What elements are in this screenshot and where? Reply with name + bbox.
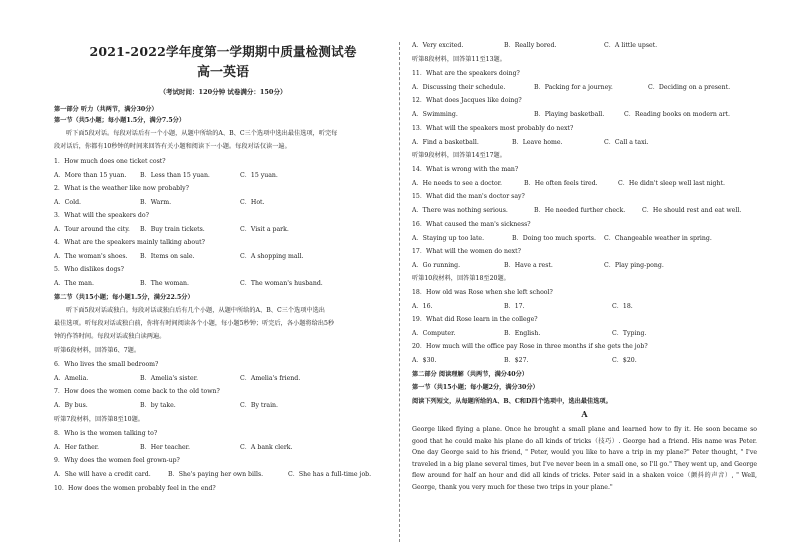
- q3-option-c[interactable]: C．Visit a park.: [240, 226, 289, 233]
- question-9: 9．Why does the women feel grown-up?: [54, 457, 180, 464]
- q9-option-b[interactable]: B．She's paying her own bills.: [168, 471, 264, 478]
- material-6-heading: 听第6段材料，回答第6、7题。: [54, 347, 141, 354]
- question-6: 6．Who lives the small bedroom?: [54, 361, 159, 368]
- passage-a-label: A: [581, 409, 588, 419]
- question-5: 5．Who dislikes dogs?: [54, 266, 124, 273]
- q1-option-c[interactable]: C．15 yuan.: [240, 172, 278, 179]
- page-title: 2021-2022学年度第一学期期中质量检测试卷: [89, 44, 357, 59]
- question-2: 2．What is the weather like now probably?: [54, 185, 189, 192]
- q10-option-a[interactable]: A．Very excited.: [412, 42, 464, 49]
- sec2-instruction-line2: 最佳选项。听每段对话或独白前，你将有时间阅读各个小题，每小题5秒钟；听完后，各小题将给出5秒: [54, 320, 335, 327]
- q8-option-c[interactable]: C．A bank clerk.: [240, 444, 293, 451]
- question-14: 14．What is wrong with the man?: [412, 166, 519, 173]
- q9-option-c[interactable]: C．She has a full-time job.: [288, 471, 372, 478]
- q7-option-a[interactable]: A．By bus.: [54, 402, 88, 409]
- question-20: 20．How much will the office pay Rose in three months if she gets the job?: [412, 343, 648, 350]
- material-7-heading: 听第7段材料，回答第8至10题。: [54, 416, 144, 423]
- q12-option-c[interactable]: C．Reading books on modern art.: [624, 111, 730, 118]
- q9-option-a[interactable]: A．She will have a credit card.: [54, 471, 151, 478]
- exam-info: （考试时间：120分钟 试卷满分：150分）: [159, 88, 287, 96]
- q4-option-c[interactable]: C．A shopping mall.: [240, 253, 304, 260]
- q15-option-c[interactable]: C．He should rest and eat well.: [642, 207, 742, 214]
- question-10: 10．How does the women probably feel in the end?: [54, 485, 216, 492]
- q6-option-b[interactable]: B．Amelia's sister.: [140, 375, 198, 382]
- q2-option-b[interactable]: B．Warm.: [140, 199, 172, 206]
- question-18: 18．How old was Rose when she left school?: [412, 289, 553, 296]
- q4-option-b[interactable]: B．Items on sale.: [140, 253, 195, 260]
- q15-option-b[interactable]: B．He needed further check.: [534, 207, 626, 214]
- q6-option-c[interactable]: C．Amelia's friend.: [240, 375, 301, 382]
- question-17: 17．What will the women do next?: [412, 248, 521, 255]
- question-16: 16．What caused the man's sickness?: [412, 221, 531, 228]
- q16-option-b[interactable]: B．Doing too much sports.: [512, 235, 596, 242]
- q8-option-b[interactable]: B．Her teacher.: [140, 444, 190, 451]
- question-13: 13．What will the speakers most probably do next?: [412, 125, 574, 132]
- q19-option-c[interactable]: C．Typing.: [612, 330, 647, 337]
- sec1-instruction-line1: 听下面5段对话。每段对话后有一个小题，从题中所给的A、B、C三个选项中选出最佳选项，听完每: [66, 130, 338, 137]
- q11-option-c[interactable]: C．Deciding on a present.: [648, 84, 731, 91]
- q3-option-a[interactable]: A．Tour around the city.: [54, 226, 130, 233]
- q14-option-a[interactable]: A．He needs to see a doctor.: [412, 180, 502, 187]
- q10-option-c[interactable]: C．A little upset.: [604, 42, 658, 49]
- q20-option-b[interactable]: B．$27.: [504, 357, 529, 364]
- q14-option-b[interactable]: B．He often feels tired.: [524, 180, 598, 187]
- q17-option-b[interactable]: B．Have a rest.: [504, 262, 553, 269]
- q5-option-c[interactable]: C．The woman's husband.: [240, 280, 323, 287]
- question-4: 4．What are the speakers mainly talking about?: [54, 239, 205, 246]
- sec2-instruction-line3: 钟的作答时间。每段对话或独白读两遍。: [54, 333, 166, 340]
- q1-option-b[interactable]: B．Less than 15 yuan.: [140, 172, 210, 179]
- q18-option-b[interactable]: B．17.: [504, 303, 525, 310]
- q19-option-b[interactable]: B．English.: [504, 330, 541, 337]
- passage-a-text: George liked flying a plane. Once he brought a small plane and learned how to fly it. He soon became so good that he could make his plane do all kinds of tricks（技巧）. George had a friend. His name was Peter. One day George said to his friend, " Peter, would you like to have a trip in my plane?" Peter thought, " I've traveled in a big plane several times, but I've never been in a small one, so I'll go." They went up, and George flew around for half an hour and did all kinds of tricks. Peter said in a shaken voice（颤抖的声音）, " Well, George, thank you very much for these two trips in your plane.": [412, 426, 757, 491]
- page-subtitle: 高一英语: [196, 65, 249, 80]
- q17-option-a[interactable]: A．Go running.: [412, 262, 461, 269]
- question-3: 3．What will the speakers do?: [54, 212, 149, 219]
- q13-option-b[interactable]: B．Leave home.: [512, 139, 563, 146]
- q11-option-b[interactable]: B．Packing for a journey.: [534, 84, 613, 91]
- q12-option-a[interactable]: A．Swimming.: [412, 111, 458, 118]
- q17-option-c[interactable]: C．Play ping-pong.: [604, 262, 664, 269]
- q18-option-a[interactable]: A．16.: [412, 303, 433, 310]
- q2-option-c[interactable]: C．Hot.: [240, 199, 265, 206]
- q20-option-a[interactable]: A．$30.: [412, 357, 437, 364]
- q6-option-a[interactable]: A．Amelia.: [54, 375, 89, 382]
- q5-option-a[interactable]: A．The man.: [54, 280, 94, 287]
- material-9-heading: 听第9段材料，回答第14至17题。: [412, 152, 506, 159]
- sec2-heading: 第二节（共15小题；每小题1.5分，满分22.5分）: [54, 294, 194, 301]
- question-7: 7．How does the women come back to the old town?: [54, 388, 220, 395]
- q10-option-b[interactable]: B．Really bored.: [504, 42, 557, 49]
- part1-heading: 第一部分 听力（共两节，满分30分）: [54, 106, 158, 113]
- sec2-instruction-line1: 听下面5段对话或独白。每段对话或独白后有几个小题，从题中所给的A、B、C三个选项中选出: [66, 307, 325, 314]
- question-12: 12．What does Jacques like doing?: [412, 97, 522, 104]
- question-15: 15．What did the man's doctor say?: [412, 193, 525, 200]
- q14-option-c[interactable]: C．He didn't sleep well last night.: [618, 180, 725, 187]
- sec1-instruction-line2: 段对话后，你都有10秒钟的时间来回答有关小题和阅读下一小题。每段对话仅读一遍。: [54, 143, 291, 150]
- q20-option-c[interactable]: C．$20.: [612, 357, 637, 364]
- part2-sec1-heading: 第一节（共15小题；每小题2分，满分30分）: [412, 384, 539, 391]
- q12-option-b[interactable]: B．Playing basketball.: [534, 111, 605, 118]
- question-11: 11．What are the speakers doing?: [412, 70, 520, 77]
- q18-option-c[interactable]: C．18.: [612, 303, 633, 310]
- q11-option-a[interactable]: A．Discussing their schedule.: [412, 84, 506, 91]
- q4-option-a[interactable]: A．The woman's shoes.: [54, 253, 128, 260]
- material-8-heading: 听第8段材料，回答第11至13题。: [412, 56, 506, 63]
- q7-option-b[interactable]: B．by take.: [140, 402, 176, 409]
- question-1: 1．How much does one ticket cost?: [54, 158, 166, 165]
- column-divider: [399, 42, 400, 542]
- q13-option-a[interactable]: A．Find a basketball.: [412, 139, 479, 146]
- q15-option-a[interactable]: A．There was nothing serious.: [412, 207, 508, 214]
- q19-option-a[interactable]: A．Computer.: [412, 330, 456, 337]
- material-10-heading: 听第10段材料，回答第18至20题。: [412, 275, 510, 282]
- q7-option-c[interactable]: C．By train.: [240, 402, 278, 409]
- question-8: 8．Who is the women talking to?: [54, 430, 158, 437]
- q1-option-a[interactable]: A．More than 15 yuan.: [54, 172, 127, 179]
- q5-option-b[interactable]: B．The woman.: [140, 280, 190, 287]
- q8-option-a[interactable]: A．Her father.: [54, 444, 99, 451]
- q3-option-b[interactable]: B．Buy train tickets.: [140, 226, 205, 233]
- q16-option-c[interactable]: C．Changeable weather in spring.: [604, 235, 712, 242]
- q2-option-a[interactable]: A．Cold.: [54, 199, 82, 206]
- q13-option-c[interactable]: C．Call a taxi.: [604, 139, 649, 146]
- question-19: 19．What did Rose learn in the college?: [412, 316, 538, 323]
- part2-instruction: 阅读下列短文，从每题所给的A、B、C和D四个选项中，选出最佳选项。: [412, 398, 612, 405]
- q16-option-a[interactable]: A．Staying up too late.: [412, 235, 485, 242]
- part2-heading: 第二部分 阅读理解（共两节，满分40分）: [412, 371, 528, 378]
- sec1-heading: 第一节（共5小题；每小题1.5分，满分7.5分）: [54, 117, 186, 124]
